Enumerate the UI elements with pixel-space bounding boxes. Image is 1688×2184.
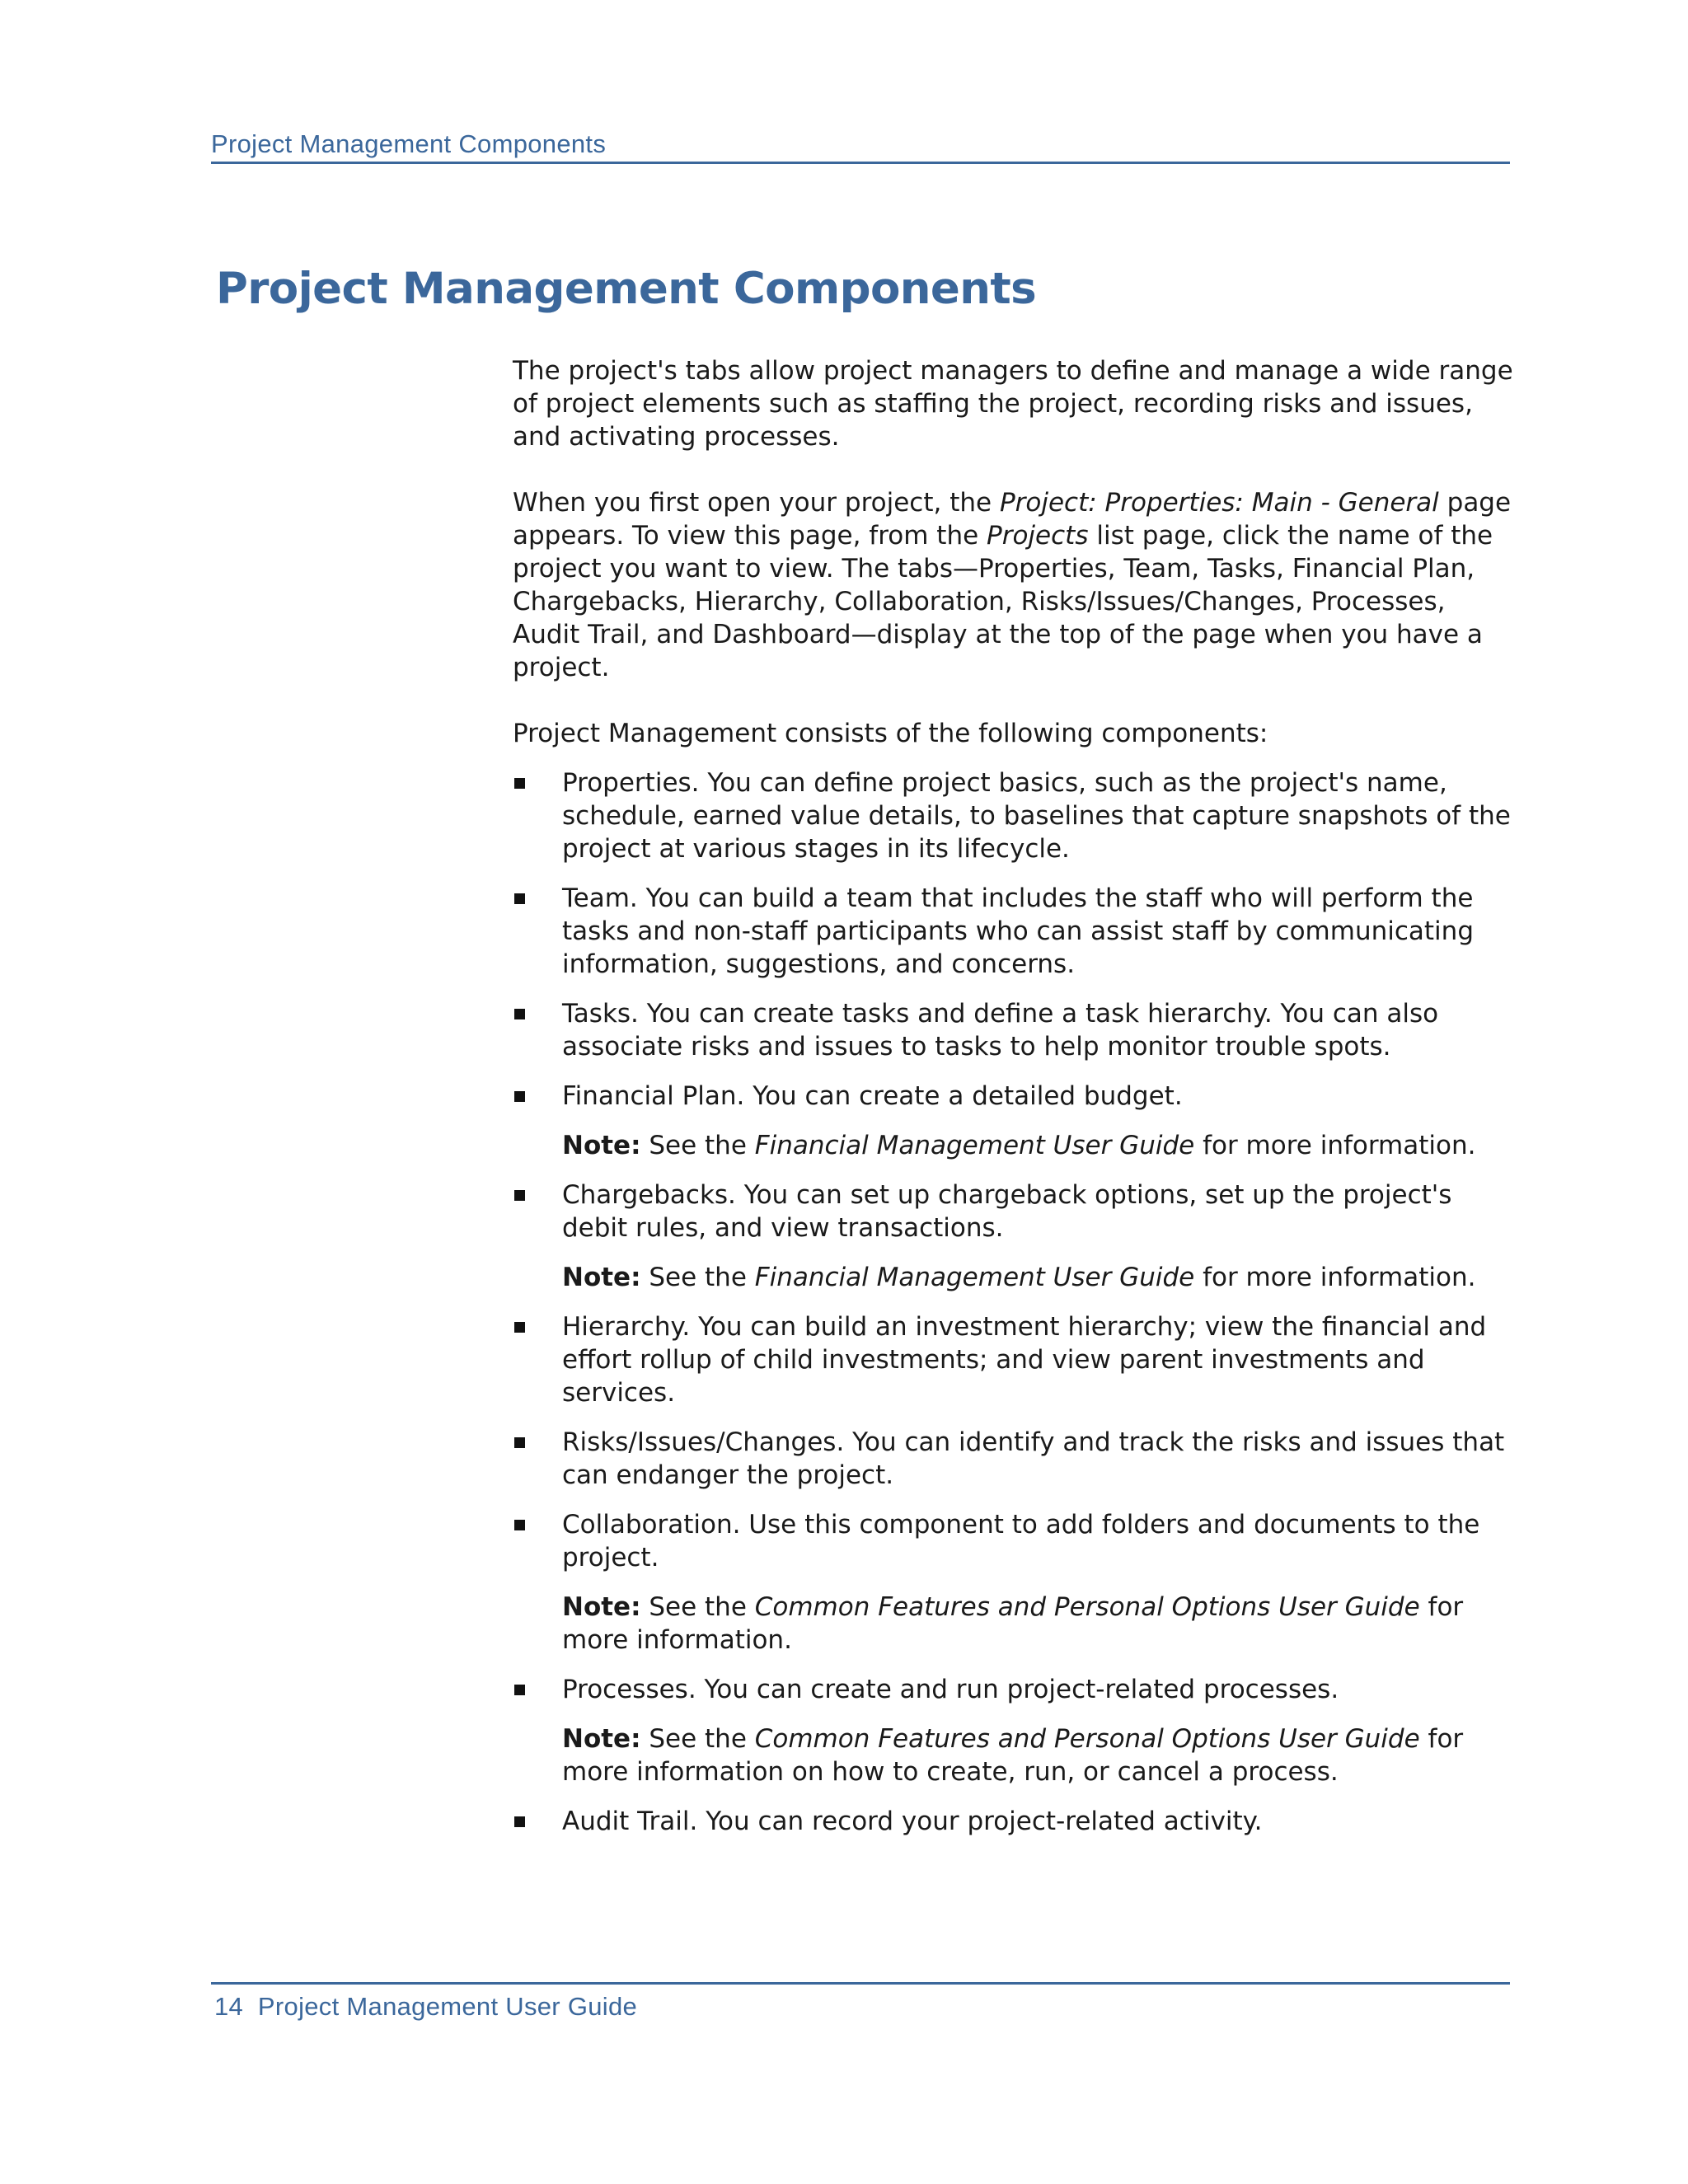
square-bullet-icon (514, 778, 525, 789)
component-description: Processes. You can create and run project-related processes. (562, 1675, 1339, 1704)
page-footer (214, 1992, 637, 2022)
guide-title: Project Management User Guide (257, 1992, 638, 2021)
guide-reference: Financial Management User Guide (754, 1263, 1195, 1292)
square-bullet-icon (514, 1009, 525, 1019)
page-name-reference: Project: Properties: Main - General (999, 488, 1439, 518)
square-bullet-icon (514, 1437, 525, 1448)
component-description: Team. You can build a team that includes the staff who will perform the tasks and non-staff participants who can assist staff by communicating information, suggestions, and concerns. (562, 883, 1474, 979)
square-bullet-icon (514, 1816, 525, 1827)
open-project-paragraph: When you first open your project, the Project: Properties: Main - General page appears. To view this page, from the Projects list page, click the name of the project you want to view. The tabs—Properties, Team, Tasks, Financial Plan, Chargebacks, Hierarchy, Collaboration, Risks/Issues/Changes, Processes, Audit Trail, and Dashboard—display at the top of the page when you have a project. (513, 488, 1512, 682)
note-text: for more information on how to create, run, or cancel a process. (562, 1724, 1464, 1787)
note-text: See the (640, 1263, 755, 1292)
footer-rule (211, 1982, 1510, 1985)
square-bullet-icon (514, 1685, 525, 1695)
note-text: See the (640, 1131, 755, 1160)
intro-paragraph: The project's tabs allow project managers to define and manage a wide range of project elements such as staffing the project, recording risks and issues, and activating processes. (513, 356, 1513, 452)
component-description: Financial Plan. You can create a detailed budget. (562, 1081, 1183, 1111)
running-header: Project Management Components (211, 129, 607, 158)
square-bullet-icon (514, 1190, 525, 1201)
component-description: Risks/Issues/Changes. You can identify and track the risks and issues that can endanger the project. (562, 1427, 1505, 1490)
component-list-item (513, 1310, 1518, 1409)
square-bullet-icon (514, 1322, 525, 1333)
note-label: Note: (562, 1592, 641, 1622)
note (562, 1722, 1518, 1788)
note-text: See the (640, 1724, 755, 1754)
body-text (513, 354, 1518, 1854)
square-bullet-icon (514, 1091, 525, 1102)
note-text: for more information. (562, 1592, 1464, 1655)
section-title: Project Management Components (216, 264, 1037, 314)
guide-reference: Financial Management User Guide (754, 1131, 1195, 1160)
guide-reference: Common Features and Personal Options User Guide (754, 1724, 1420, 1754)
page-number: 14 (214, 1992, 244, 2021)
component-list-item (513, 1805, 1518, 1838)
component-list-item (513, 1426, 1518, 1492)
component-list-item (513, 766, 1518, 865)
note-label: Note: (562, 1131, 641, 1160)
component-description: Properties. You can define project basics, such as the project's name, schedule, earned value details, to baselines that capture snapshots of the project at various stages in its lifecycle. (562, 768, 1511, 864)
component-description: Audit Trail. You can record your project-related activity. (562, 1807, 1263, 1836)
note-text: for more information. (1194, 1263, 1476, 1292)
note (562, 1129, 1518, 1162)
square-bullet-icon (514, 893, 525, 904)
component-list-item (513, 1673, 1518, 1788)
component-list-item (513, 882, 1518, 981)
note-label: Note: (562, 1263, 641, 1292)
component-description: Tasks. You can create tasks and define a task hierarchy. You can also associate risks and issues to tasks to help monitor trouble spots. (562, 999, 1439, 1062)
list-page-reference: Projects (987, 521, 1089, 551)
component-list-item (513, 1508, 1518, 1657)
components-lead: Project Management consists of the following components: (513, 719, 1268, 748)
square-bullet-icon (514, 1520, 525, 1530)
note-text: See the (640, 1592, 755, 1622)
note-label: Note: (562, 1724, 641, 1754)
guide-reference: Common Features and Personal Options User Guide (754, 1592, 1420, 1622)
component-list-item (513, 997, 1518, 1063)
header-rule (211, 162, 1510, 164)
component-description: Collaboration. Use this component to add folders and documents to the project. (562, 1510, 1480, 1572)
component-list-item (513, 1080, 1518, 1162)
component-description: Chargebacks. You can set up chargeback options, set up the project's debit rules, and view transactions. (562, 1180, 1452, 1243)
component-list (513, 766, 1518, 1838)
note (562, 1591, 1518, 1657)
note (562, 1261, 1518, 1294)
component-list-item (513, 1179, 1518, 1294)
note-text: for more information. (1194, 1131, 1476, 1160)
component-description: Hierarchy. You can build an investment hierarchy; view the financial and effort rollup of child investments; and view parent investments and services. (562, 1312, 1487, 1408)
